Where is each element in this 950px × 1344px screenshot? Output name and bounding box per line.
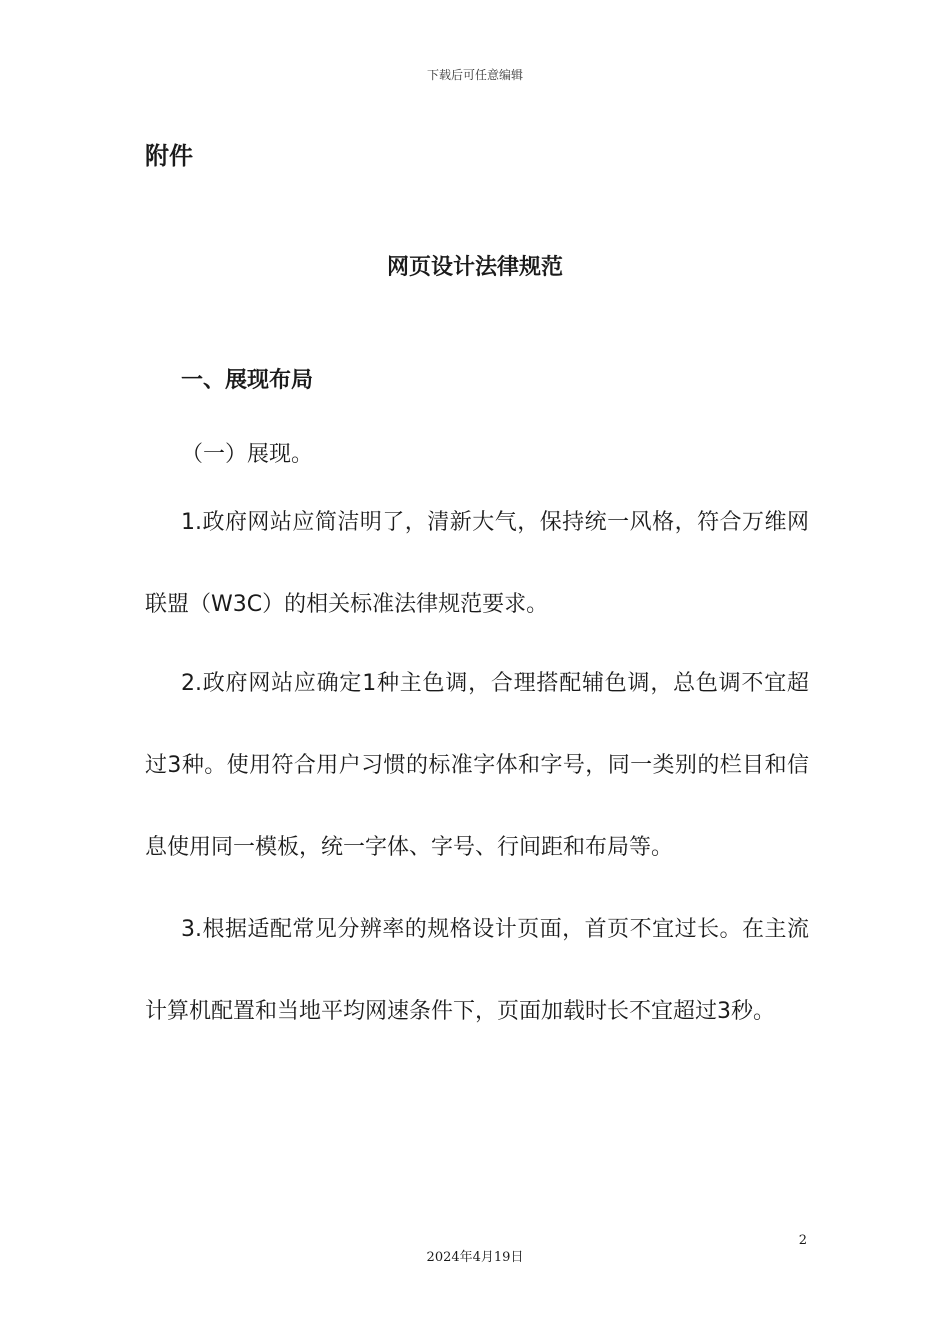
- paragraph-3: 3.根据适配常见分辨率的规格设计页面，首页不宜过长。在主流计算机配置和当地平均网速条件下，页面加载时长不宜超过3秒。: [145, 917, 809, 1024]
- section-heading: 一、展现布局: [181, 368, 314, 393]
- page-footer-date: 2024年4月19日: [426, 1250, 524, 1265]
- page-header: 下载后可任意编辑: [426, 68, 523, 82]
- paragraph-1: 1.政府网站应简洁明了，清新大气，保持统一风格，符合万维网联盟（W3C）的相关标准法律规范要求。: [145, 510, 809, 617]
- attachment-label: 附件: [145, 142, 193, 170]
- paragraph-2: 2.政府网站应确定1种主色调，合理搭配辅色调，总色调不宜超过3种。使用符合用户习惯的标准字体和字号，同一类别的栏目和信息使用同一模板，统一字体、字号、行间距和布局等。: [145, 671, 809, 860]
- document-title: 网页设计法律规范: [386, 255, 563, 280]
- subsection-heading: （一）展现。: [181, 442, 314, 467]
- page-number: 2: [798, 1233, 807, 1248]
